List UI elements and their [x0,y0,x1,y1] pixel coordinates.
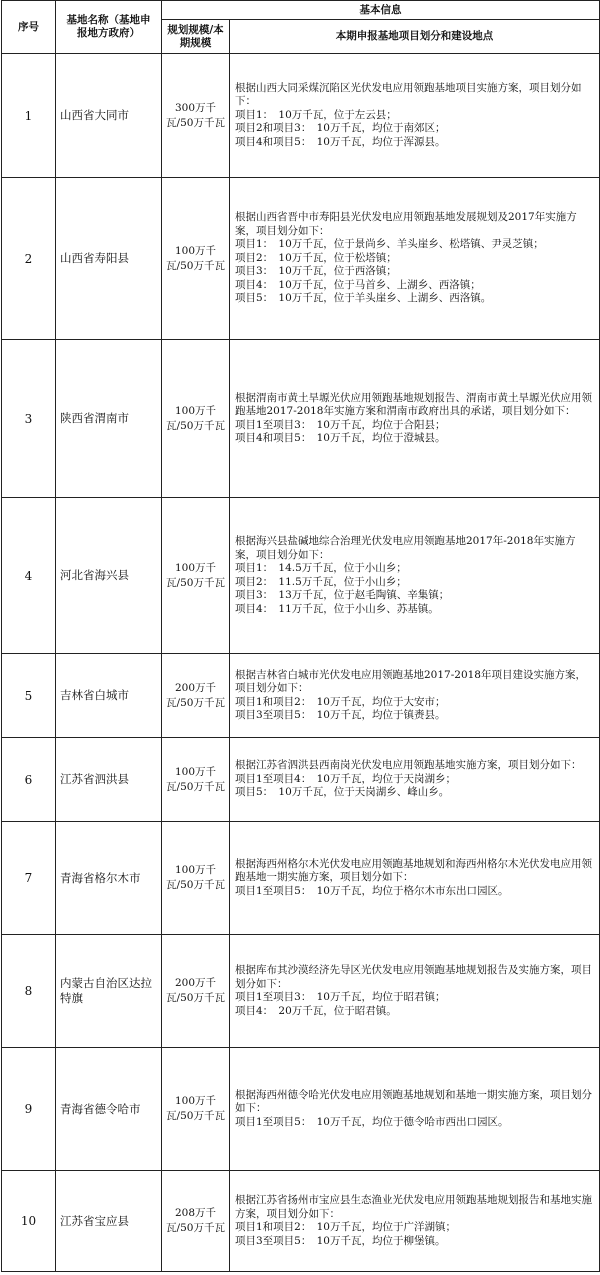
row-plan-detail [230,54,600,178]
table-row [2,822,600,935]
header-seq: 序号 [2,1,56,54]
plan-line: 项目2和项目3： 10万千瓦，均位于南郊区； [235,122,446,135]
row-seq: 7 [2,822,56,935]
row-seq: 8 [2,935,56,1048]
plan-line: 根据海兴县盐碱地综合治理光伏发电应用领跑基地2017年-2018年实施方案，项目划分如下： [235,535,576,561]
table-row [2,935,600,1048]
header-basic-info: 基本信息 [162,1,600,20]
row-scale: 208万千瓦/50万千瓦 [162,1171,230,1272]
row-scale: 200万千瓦/50万千瓦 [162,654,230,738]
plan-line: 项目4： 20万千瓦，位于昭君镇。 [235,1004,397,1017]
row-scale: 100万千瓦/50万千瓦 [162,738,230,822]
row-scale: 100万千瓦/50万千瓦 [162,340,230,498]
plan-line: 项目1： 10万千瓦，位于景尚乡、羊头崖乡、松塔镇、尹灵芝镇； [235,238,544,251]
row-plan-detail [230,340,600,498]
row-base-name: 江苏省泗洪县 [56,738,162,822]
row-plan-detail [230,1048,600,1171]
row-seq: 10 [2,1171,56,1272]
plan-line: 项目1和项目2： 10万千瓦，均位于大安市； [235,695,446,708]
row-scale: 100万千瓦/50万千瓦 [162,178,230,340]
plan-line: 项目1： 10万千瓦，位于左云县； [235,108,397,121]
plan-line: 项目1至项目5： 10万千瓦，均位于德令哈市西出口园区。 [235,1115,509,1128]
table-row [2,1171,600,1272]
plan-line: 项目5： 10万千瓦，位于羊头崖乡、上湖乡、西洛镇。 [235,292,492,305]
table-row [2,178,600,340]
plan-line: 项目2： 11.5万千瓦，位于小山乡； [235,575,407,588]
header-base-name: 基地名称（基地申报地方政府） [56,1,162,54]
row-plan-detail [230,498,600,654]
row-seq: 9 [2,1048,56,1171]
plan-line: 根据渭南市黄土旱塬光伏应用领跑基地规划报告、渭南市黄土旱塬光伏应用领跑基地2017-2018年实施方案和渭南市政府出具的承诺，项目划分如下： [235,391,592,417]
plan-line: 项目5： 10万千瓦，位于天岗湖乡、峰山乡。 [235,786,450,799]
row-plan-detail [230,654,600,738]
row-seq: 6 [2,738,56,822]
row-seq: 3 [2,340,56,498]
plan-line: 根据山西大同采煤沉陷区光伏发电应用领跑基地项目实施方案，项目划分如下： [235,81,582,108]
row-scale: 300万千瓦/50万千瓦 [162,54,230,178]
row-plan-detail [230,935,600,1048]
row-seq: 4 [2,498,56,654]
table-row [2,1048,600,1171]
table-row [2,738,600,822]
row-plan-detail [230,822,600,935]
plan-line: 项目2： 10万千瓦，位于松塔镇； [235,251,397,264]
plan-line: 根据海西州德令哈光伏发电应用领跑基地规划和基地一期实施方案，项目划分如下： [235,1088,592,1115]
table-row [2,654,600,738]
row-plan-detail [230,178,600,340]
table-row [2,340,600,498]
table-row [2,498,600,654]
row-plan-detail [230,738,600,822]
plan-line: 项目1至项目4： 10万千瓦，均位于天岗湖乡； [235,772,456,785]
row-scale: 100万千瓦/50万千瓦 [162,498,230,654]
row-seq: 5 [2,654,56,738]
row-base-name: 河北省海兴县 [56,498,162,654]
plan-line: 根据海西州格尔木光伏发电应用领跑基地规划和海西州格尔木光伏发电应用领跑基地一期实施方案，项目划分如下： [235,857,592,884]
plan-line: 项目4： 10万千瓦，位于马首乡、上湖乡、西洛镇； [235,278,481,291]
header-plan: 本期申报基地项目划分和建设地点 [230,20,600,54]
plan-line: 项目4和项目5： 10万千瓦，均位于澄城县。 [235,432,446,444]
row-base-name: 山西省寿阳县 [56,178,162,340]
plan-line: 项目3至项目5： 10万千瓦，均位于镇赉县。 [235,709,446,721]
plan-line: 根据吉林省白城市光伏发电应用领跑基地2017-2018年项目建设实施方案，项目划分如下： [235,668,586,694]
base-projects-table [1,0,600,1272]
row-plan-detail [230,1171,600,1272]
plan-line: 项目1至项目5： 10万千瓦，均位于格尔木市东出口园区。 [235,884,509,897]
plan-line: 项目1至项目3： 10万千瓦，均位于合阳县； [235,418,446,431]
row-base-name: 青海省德令哈市 [56,1048,162,1171]
plan-line: 根据江苏省泗洪县西南岗光伏发电应用领跑基地实施方案，项目划分如下： [235,759,582,772]
plan-line: 根据山西省晋中市寿阳县光伏发电应用领跑基地发展规划及2017年实施方案，项目划分如下： [235,211,577,237]
plan-line: 根据库布其沙漠经济先导区光伏发电应用领跑基地规划报告及实施方案，项目划分如下： [235,964,592,990]
row-base-name: 江苏省宝应县 [56,1171,162,1272]
table-row [2,54,600,178]
row-base-name: 吉林省白城市 [56,654,162,738]
plan-line: 项目3至项目5： 10万千瓦，均位于柳堡镇。 [235,1234,446,1247]
plan-line: 项目1： 14.5万千瓦，位于小山乡； [235,562,407,574]
plan-line: 根据江苏省扬州市宝应县生态渔业光伏发电应用领跑基地规划报告和基地实施方案，项目划分如下： [235,1194,592,1220]
row-scale: 200万千瓦/50万千瓦 [162,935,230,1048]
row-seq: 2 [2,178,56,340]
row-base-name: 内蒙古自治区达拉特旗 [56,935,162,1048]
row-seq: 1 [2,54,56,178]
header-scale: 规划规模/本期规模 [162,20,230,54]
row-base-name: 陕西省渭南市 [56,340,162,498]
plan-line: 项目4： 11万千瓦，位于小山乡、苏基镇。 [235,602,439,615]
plan-line: 项目1至项目3： 10万千瓦，均位于昭君镇； [235,991,446,1003]
row-scale: 100万千瓦/50万千瓦 [162,822,230,935]
plan-line: 项目4和项目5： 10万千瓦，均位于浑源县。 [235,135,446,148]
plan-line: 项目1和项目2： 10万千瓦，均位于广洋湖镇； [235,1221,456,1233]
plan-line: 项目3： 10万千瓦，位于西洛镇； [235,265,397,278]
row-base-name: 青海省格尔木市 [56,822,162,935]
plan-line: 项目3： 13万千瓦，位于赵毛陶镇、辛集镇； [235,589,450,601]
row-scale: 100万千瓦/50万千瓦 [162,1048,230,1171]
row-base-name: 山西省大同市 [56,54,162,178]
